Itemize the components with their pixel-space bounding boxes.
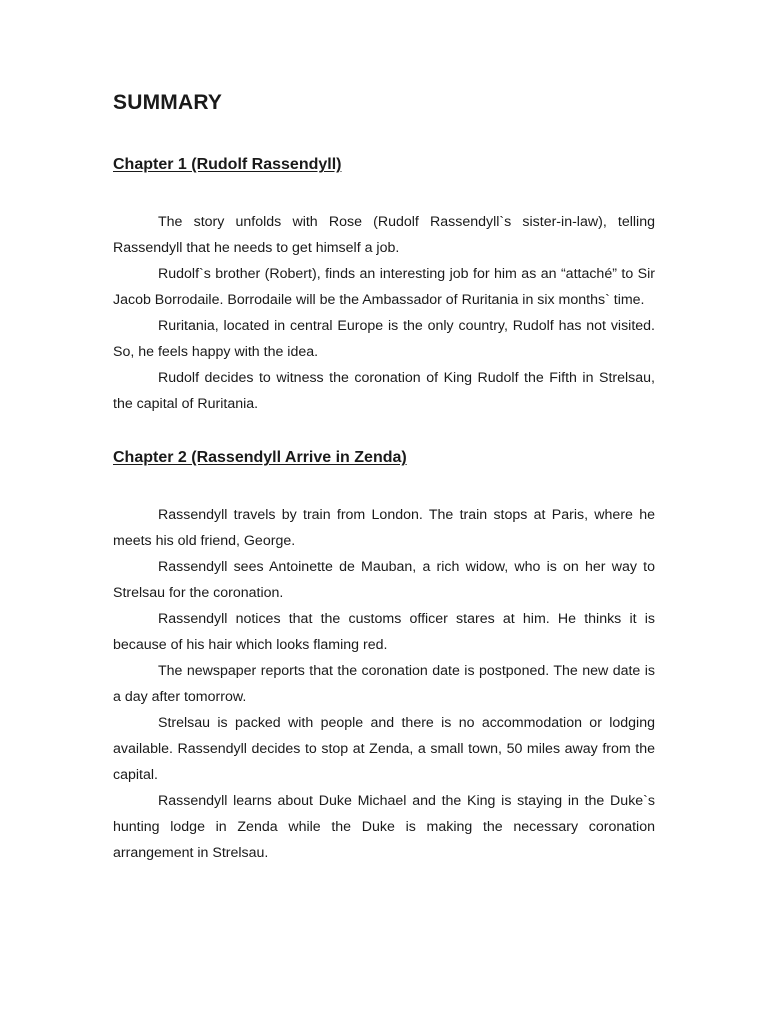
chapter-1-paragraph: Ruritania, located in central Europe is the only country, Rudolf has not visited. So, he feels happy with the idea.: [113, 318, 655, 360]
chapter-2-paragraph: Rassendyll sees Antoinette de Mauban, a rich widow, who is on her way to Strelsau for the coronation.: [113, 559, 655, 601]
chapter-2-paragraph: The newspaper reports that the coronation date is postponed. The new date is a day after tomorrow.: [113, 663, 655, 705]
chapter-1-heading: Chapter 1 (Rudolf Rassendyll): [113, 156, 342, 173]
chapter-1-body: [113, 209, 655, 417]
chapter-2-paragraph: Strelsau is packed with people and there is no accommodation or lodging available. Rassendyll decides to stop at Zenda, a small town, 50 miles away from the capital.: [113, 715, 655, 783]
chapter-2-paragraph: Rassendyll notices that the customs officer stares at him. He thinks it is because of his hair which looks flaming red.: [113, 611, 655, 653]
chapter-2-paragraph: Rassendyll learns about Duke Michael and the King is staying in the Duke`s hunting lodge in Zenda while the Duke is making the necessary coronation arrangement in Strelsau.: [113, 793, 655, 861]
chapter-2-section: [113, 447, 655, 866]
document-title: SUMMARY: [113, 91, 223, 114]
chapter-1-paragraph: The story unfolds with Rose (Rudolf Rassendyll`s sister-in-law), telling Rassendyll that he needs to get himself a job.: [113, 214, 655, 256]
document-page: [113, 88, 655, 866]
chapter-1-paragraph: Rudolf decides to witness the coronation of King Rudolf the Fifth in Strelsau, the capital of Ruritania.: [113, 370, 655, 412]
chapter-1-section: [113, 154, 655, 417]
chapter-2-body: [113, 502, 655, 866]
chapter-2-heading: Chapter 2 (Rassendyll Arrive in Zenda): [113, 449, 407, 466]
chapter-2-paragraph: Rassendyll travels by train from London. The train stops at Paris, where he meets his old friend, George.: [113, 507, 655, 549]
chapter-1-paragraph: Rudolf`s brother (Robert), finds an interesting job for him as an “attaché” to Sir Jacob Borrodaile. Borrodaile will be the Ambassador of Ruritania in six months` time.: [113, 266, 655, 308]
